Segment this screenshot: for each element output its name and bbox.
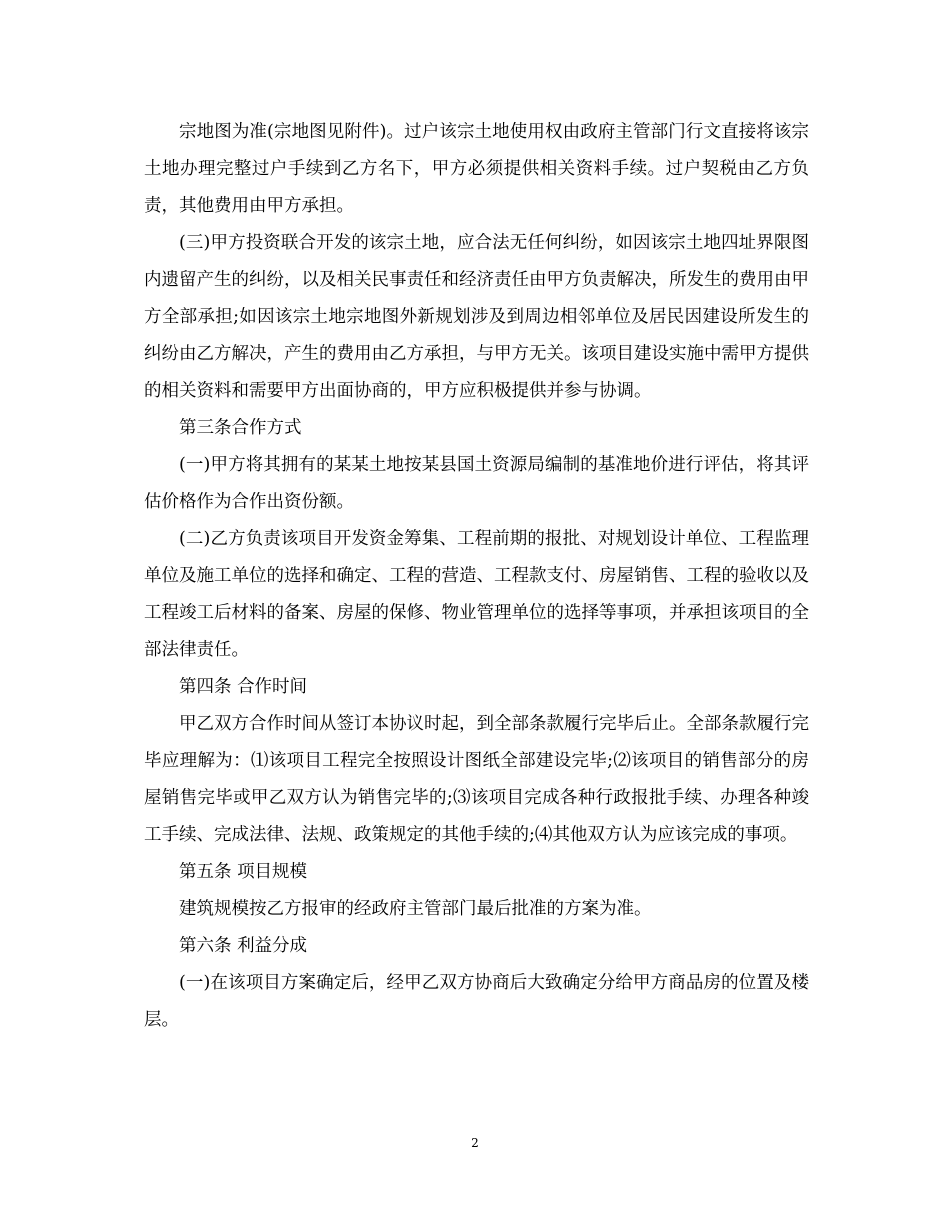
page-number: 2 (471, 1136, 479, 1150)
paragraph-party-b-duties: (二)乙方负责该项目开发资金筹集、工程前期的报批、对规划设计单位、工程监理单位及施工单位的选择和确定、工程的营造、工程款支付、房屋销售、工程的验收以及工程竣工后材料的备案、房屋的保修、物业管理单位的选择等事项，并承担该项目的全部法律责任。 (144, 529, 809, 660)
heading-article-6: 第六条 利益分成 (179, 936, 308, 956)
heading-article-5: 第五条 项目规模 (179, 862, 308, 882)
paragraph-disputes: (三)甲方投资联合开发的该宗土地，应合法无任何纠纷，如因该宗土地四址界限图内遗留产生的纠纷，以及相关民事责任和经济责任由甲方负责解决，所发生的费用由甲方全部承担;如因该宗土地宗地图外新规划涉及到周边相邻单位及居民因建设所发生的纠纷由乙方解决，产生的费用由乙方承担，与甲方无关。该项目建设实施中需甲方提供的相关资料和需要甲方出面协商的，甲方应积极提供并参与协调。 (144, 233, 809, 401)
document-body (144, 114, 809, 1039)
heading-article-3: 第三条合作方式 (179, 418, 302, 438)
paragraph-cooperation-time: 甲乙双方合作时间从签订本协议时起，到全部条款履行完毕后止。全部条款履行完毕应理解为：⑴该项目工程完全按照设计图纸全部建设完毕;⑵该项目的销售部分的房屋销售完毕或甲乙双方认为销售完毕的;⑶该项目完成各种行政报批手续、办理各种竣工手续、完成法律、法规、政策规定的其他手续的;⑷其他双方认为应该完成的事项。 (144, 714, 809, 845)
paragraph-profit-share: (一)在该项目方案确定后，经甲乙双方协商后大致确定分给甲方商品房的位置及楼层。 (144, 973, 809, 1030)
heading-article-4: 第四条 合作时间 (179, 677, 308, 697)
paragraph-land-transfer: 宗地图为准(宗地图见附件)。过户该宗土地使用权由政府主管部门行文直接将该宗土地办理完整过户手续到乙方名下，甲方必须提供相关资料手续。过户契税由乙方负责，其他费用由甲方承担。 (144, 122, 809, 216)
paragraph-scale: 建筑规模按乙方报审的经政府主管部门最后批准的方案为准。 (179, 899, 652, 919)
paragraph-valuation: (一)甲方将其拥有的某某土地按某县国土资源局编制的基准地价进行评估，将其评估价格作为合作出资份额。 (144, 455, 809, 512)
